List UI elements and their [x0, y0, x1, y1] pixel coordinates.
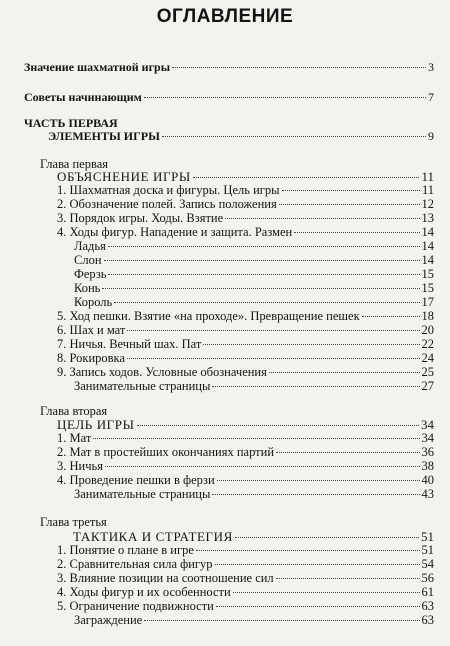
toc-entry[interactable]: 9. Запись ходов. Условные обозначения 25 — [57, 365, 434, 379]
toc-entry[interactable]: 8. Рокировка 24 — [57, 351, 434, 365]
entry-title: ТАКТИКА И СТРАТЕГИЯ — [73, 529, 233, 544]
entry-title: ЦЕЛЬ ИГРЫ — [57, 417, 135, 432]
toc-entry[interactable]: Занимательные страницы 27 — [74, 379, 434, 393]
toc-entry[interactable]: 3. Влияние позиции на соотношение сил 56 — [57, 571, 434, 585]
toc-entry[interactable]: 4. Проведение пешки в ферзи 40 — [57, 473, 434, 487]
entry-page: 9 — [428, 129, 434, 143]
toc-entry[interactable]: Ферзь 15 — [74, 267, 434, 281]
entry-title: ОБЪЯСНЕНИЕ ИГРЫ — [57, 169, 191, 184]
toc-entry[interactable]: 1. Мат 34 — [57, 431, 434, 445]
entry-page: 51 — [421, 529, 434, 544]
toc-entry-significance[interactable] — [24, 60, 434, 75]
toc-entry[interactable]: 2. Обозначение полей. Запись положения 12 — [57, 197, 434, 211]
toc-entry[interactable]: Слон 14 — [74, 253, 434, 267]
toc-entry[interactable]: 3. Порядок игры. Ходы. Взятие 13 — [57, 211, 434, 225]
toc-entry[interactable]: 3. Ничья 38 — [57, 459, 434, 473]
toc-entry[interactable]: 1. Понятие о плане в игре 51 — [57, 543, 434, 557]
toc-entry[interactable]: 2. Сравнительная сила фигур 54 — [57, 557, 434, 571]
toc-entry[interactable]: Заграждение 63 — [74, 613, 434, 627]
toc-entry-part-one[interactable] — [48, 129, 434, 144]
page-title: ОГЛАВЛЕНИЕ — [156, 6, 294, 27]
toc-entry[interactable]: Король 17 — [74, 295, 434, 309]
toc-entry[interactable]: Занимательные страницы 43 — [74, 487, 434, 501]
toc-entry[interactable]: 2. Мат в простейших окончаниях партий 36 — [57, 445, 434, 459]
entry-title: Значение шахматной игры — [24, 60, 171, 74]
chapter-label: Глава первая — [40, 157, 109, 171]
toc-entry[interactable]: Ладья 14 — [74, 239, 434, 253]
toc-entry[interactable]: 1. Шахматная доска и фигуры. Цель игры 11 — [57, 183, 434, 197]
entry-page: 34 — [421, 417, 434, 432]
chapter-label: Глава третья — [40, 515, 107, 529]
toc-entry-advice[interactable] — [24, 90, 434, 105]
chapter-label: Глава вторая — [40, 404, 108, 418]
toc-entry[interactable]: 6. Шах и мат 20 — [57, 323, 434, 337]
toc-entry[interactable]: 4. Ходы фигур. Нападение и защита. Размен 14 — [57, 225, 434, 239]
part-label: ЧАСТЬ ПЕРВАЯ — [24, 116, 118, 130]
toc-entry[interactable]: Конь 15 — [74, 281, 434, 295]
entry-title: Советы начинающим — [24, 90, 142, 104]
toc-entry[interactable]: 4. Ходы фигур и их особенности 61 — [57, 585, 434, 599]
toc-entry[interactable]: 7. Ничья. Вечный шах. Пат 22 — [57, 337, 434, 351]
entry-page: 7 — [428, 90, 434, 104]
entry-page: 3 — [428, 60, 434, 74]
entry-page: 11 — [421, 169, 434, 184]
toc-entry[interactable]: 5. Ход пешки. Взятие «на проходе». Превращение пешек 18 — [57, 309, 434, 323]
entry-title: ЭЛЕМЕНТЫ ИГРЫ — [48, 129, 160, 143]
toc-entry[interactable]: 5. Ограничение подвижности 63 — [57, 599, 434, 613]
